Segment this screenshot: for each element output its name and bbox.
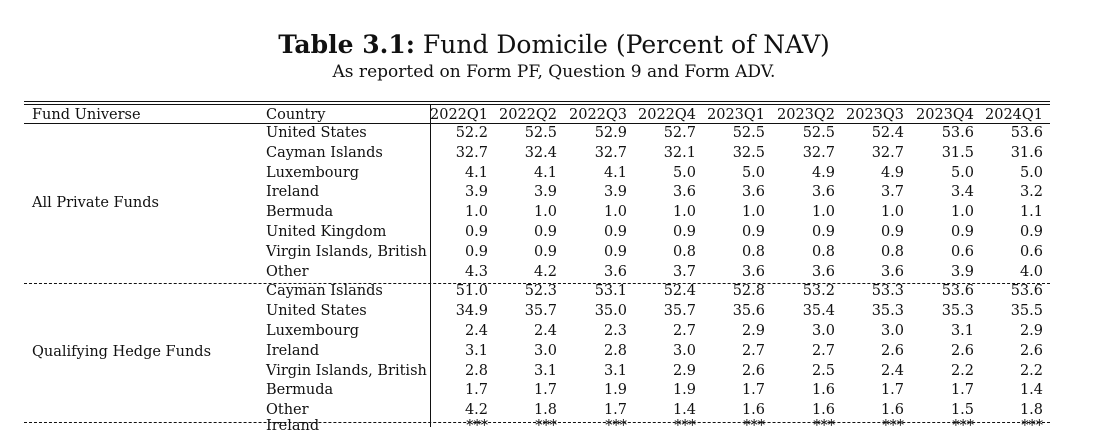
value-cell: 53.3 <box>871 283 904 300</box>
country-cell: Bermuda <box>266 382 334 399</box>
value-cell: *** <box>466 418 488 434</box>
value-cell: 4.1 <box>464 164 488 181</box>
value-cell: 3.0 <box>811 323 835 339</box>
value-cell: 1.7 <box>880 382 904 399</box>
value-cell: 2.2 <box>950 362 974 379</box>
value-cell: 3.6 <box>811 263 835 280</box>
value-cell: 1.7 <box>603 402 627 419</box>
value-cell: 0.9 <box>464 243 488 260</box>
value-cell: 3.9 <box>603 184 627 201</box>
value-cell: 1.8 <box>1019 402 1043 419</box>
value-cell: 0.9 <box>603 224 627 240</box>
value-cell: 1.8 <box>533 402 557 419</box>
value-cell: 4.0 <box>1019 263 1043 280</box>
country-cell: Ireland <box>266 418 320 434</box>
value-cell: 52.3 <box>524 283 557 300</box>
value-cell: 53.6 <box>941 283 974 300</box>
value-cell: 35.7 <box>663 303 696 320</box>
value-cell: 3.2 <box>1019 184 1043 201</box>
value-cell: 2.4 <box>533 323 557 339</box>
value-cell: 53.2 <box>802 283 835 300</box>
header-period: 2022Q2 <box>499 107 558 123</box>
country-cell: Luxembourg <box>266 164 360 181</box>
top-rule <box>24 101 1050 102</box>
value-cell: 2.9 <box>1019 323 1043 339</box>
value-cell: 1.0 <box>811 204 835 221</box>
value-cell: 1.0 <box>533 204 557 221</box>
value-cell: 1.0 <box>464 204 488 221</box>
value-cell: 4.3 <box>464 263 488 280</box>
value-cell: 32.7 <box>871 144 904 161</box>
value-cell: 2.4 <box>464 323 488 339</box>
header-period: 2023Q2 <box>777 107 836 123</box>
value-cell: 2.8 <box>603 342 627 359</box>
value-cell: 0.9 <box>1019 224 1043 240</box>
value-cell: 1.0 <box>880 204 904 221</box>
value-cell: 2.7 <box>811 342 835 359</box>
value-cell: 1.7 <box>741 382 765 399</box>
value-cell: *** <box>743 418 765 434</box>
value-cell: 2.2 <box>1019 362 1043 379</box>
value-cell: 34.9 <box>455 303 488 320</box>
column-divider <box>430 104 431 427</box>
value-cell: 51.0 <box>455 283 488 300</box>
value-cell: 1.0 <box>603 204 627 221</box>
value-cell: 1.0 <box>950 204 974 221</box>
header-fund-universe: Fund Universe <box>32 107 141 123</box>
value-cell: 32.4 <box>524 144 557 161</box>
value-cell: 4.2 <box>464 402 488 419</box>
value-cell: 3.0 <box>880 323 904 339</box>
value-cell: 1.4 <box>1019 382 1043 399</box>
value-cell: 32.5 <box>732 144 765 161</box>
value-cell: 52.9 <box>594 125 627 141</box>
value-cell: 3.6 <box>741 263 765 280</box>
value-cell: 3.6 <box>880 263 904 280</box>
value-cell: 53.6 <box>941 125 974 141</box>
value-cell: 1.7 <box>464 382 488 399</box>
value-cell: 1.6 <box>811 402 835 419</box>
header-country: Country <box>266 107 326 123</box>
country-cell: United States <box>266 303 367 320</box>
fund-universe-label: All Private Funds <box>32 195 159 212</box>
value-cell: 1.0 <box>672 204 696 221</box>
value-cell: 53.6 <box>1010 283 1043 300</box>
value-cell: 52.4 <box>663 283 696 300</box>
value-cell: 1.9 <box>603 382 627 399</box>
value-cell: 31.5 <box>941 144 974 161</box>
value-cell: 2.6 <box>950 342 974 359</box>
value-cell: 0.8 <box>672 243 696 260</box>
value-cell: 0.9 <box>533 224 557 240</box>
value-cell: 2.9 <box>672 362 696 379</box>
country-cell: Other <box>266 263 309 280</box>
value-cell: 35.5 <box>1010 303 1043 320</box>
value-cell: 35.6 <box>732 303 765 320</box>
value-cell: *** <box>1021 418 1043 434</box>
country-cell: Other <box>266 402 309 419</box>
value-cell: 2.5 <box>811 362 835 379</box>
value-cell: 1.7 <box>533 382 557 399</box>
country-cell: United Kingdom <box>266 224 387 240</box>
fund-universe-label: Qualifying Hedge Funds <box>32 343 212 360</box>
value-cell: 32.7 <box>802 144 835 161</box>
value-cell: 1.5 <box>950 402 974 419</box>
country-cell: Luxembourg <box>266 323 360 339</box>
value-cell: 1.9 <box>672 382 696 399</box>
value-cell: *** <box>605 418 627 434</box>
value-cell: 3.4 <box>950 184 974 201</box>
value-cell: 3.0 <box>672 342 696 359</box>
value-cell: *** <box>674 418 696 434</box>
value-cell: 5.0 <box>1019 164 1043 181</box>
country-cell: Cayman Islands <box>266 144 383 161</box>
value-cell: 0.9 <box>533 243 557 260</box>
value-cell: 35.4 <box>802 303 835 320</box>
value-cell: 0.9 <box>603 243 627 260</box>
value-cell: 32.1 <box>663 144 696 161</box>
value-cell: 3.7 <box>672 263 696 280</box>
value-cell: 3.1 <box>950 323 974 339</box>
header-period: 2024Q1 <box>985 107 1044 123</box>
table-caption-label: Table 3.1: <box>278 30 415 59</box>
value-cell: 3.1 <box>533 362 557 379</box>
value-cell: 1.4 <box>672 402 696 419</box>
value-cell: 2.8 <box>464 362 488 379</box>
value-cell: 3.9 <box>533 184 557 201</box>
value-cell: 1.7 <box>950 382 974 399</box>
value-cell: 52.7 <box>663 125 696 141</box>
value-cell: 52.4 <box>871 125 904 141</box>
value-cell: 35.3 <box>871 303 904 320</box>
table-subtitle: As reported on Form PF, Question 9 and Form ADV. <box>332 62 776 82</box>
value-cell: 1.1 <box>1019 204 1043 221</box>
header-period: 2023Q4 <box>916 107 975 123</box>
value-cell: 35.7 <box>524 303 557 320</box>
value-cell: 1.6 <box>741 402 765 419</box>
value-cell: 32.7 <box>455 144 488 161</box>
value-cell: 4.2 <box>533 263 557 280</box>
value-cell: 3.9 <box>464 184 488 201</box>
value-cell: 4.9 <box>811 164 835 181</box>
value-cell: 3.6 <box>603 263 627 280</box>
value-cell: 0.9 <box>672 224 696 240</box>
value-cell: 4.1 <box>533 164 557 181</box>
value-cell: 3.6 <box>741 184 765 201</box>
value-cell: 0.8 <box>811 243 835 260</box>
value-cell: 2.4 <box>880 362 904 379</box>
value-cell: 1.6 <box>880 402 904 419</box>
country-cell: United States <box>266 125 367 141</box>
value-cell: 0.9 <box>880 224 904 240</box>
header-period: 2022Q4 <box>638 107 697 123</box>
value-cell: 0.6 <box>1019 243 1043 260</box>
table-caption-title: Fund Domicile (Percent of NAV) <box>422 30 830 59</box>
cut-off-row <box>0 418 1108 434</box>
value-cell: 5.0 <box>741 164 765 181</box>
value-cell: 3.0 <box>533 342 557 359</box>
country-cell: Virgin Islands, British <box>266 362 427 379</box>
country-cell: Ireland <box>266 342 320 359</box>
header-period: 2022Q3 <box>569 107 628 123</box>
value-cell: 2.3 <box>603 323 627 339</box>
country-cell: Bermuda <box>266 204 334 221</box>
value-cell: 0.8 <box>741 243 765 260</box>
value-cell: 52.5 <box>524 125 557 141</box>
value-cell: 52.8 <box>732 283 765 300</box>
value-cell: 1.0 <box>741 204 765 221</box>
value-cell: 3.9 <box>950 263 974 280</box>
value-cell: 0.9 <box>811 224 835 240</box>
value-cell: 3.6 <box>811 184 835 201</box>
value-cell: 2.6 <box>880 342 904 359</box>
value-cell: *** <box>952 418 974 434</box>
value-cell: 32.7 <box>594 144 627 161</box>
value-cell: 0.8 <box>880 243 904 260</box>
value-cell: *** <box>882 418 904 434</box>
value-cell: 2.6 <box>741 362 765 379</box>
value-cell: 31.6 <box>1010 144 1043 161</box>
value-cell: 3.7 <box>880 184 904 201</box>
value-cell: 0.9 <box>464 224 488 240</box>
header-period: 2023Q3 <box>846 107 905 123</box>
value-cell: 0.9 <box>741 224 765 240</box>
value-cell: 53.6 <box>1010 125 1043 141</box>
table-caption <box>0 30 1108 60</box>
value-cell: 1.6 <box>811 382 835 399</box>
value-cell: 53.1 <box>594 283 627 300</box>
value-cell: 0.9 <box>950 224 974 240</box>
value-cell: 4.9 <box>880 164 904 181</box>
value-cell: 52.5 <box>732 125 765 141</box>
value-cell: 5.0 <box>672 164 696 181</box>
value-cell: 3.1 <box>464 342 488 359</box>
value-cell: 35.0 <box>594 303 627 320</box>
country-cell: Ireland <box>266 184 320 201</box>
value-cell: 52.2 <box>455 125 488 141</box>
country-cell: Cayman Islands <box>266 283 383 300</box>
value-cell: 2.7 <box>741 342 765 359</box>
value-cell: *** <box>535 418 557 434</box>
value-cell: 35.3 <box>941 303 974 320</box>
value-cell: 2.7 <box>672 323 696 339</box>
value-cell: 0.6 <box>950 243 974 260</box>
header-period: 2023Q1 <box>707 107 766 123</box>
header-period: 2022Q1 <box>430 107 489 123</box>
value-cell: 52.5 <box>802 125 835 141</box>
value-cell: *** <box>813 418 835 434</box>
country-cell: Virgin Islands, British <box>266 243 427 260</box>
value-cell: 5.0 <box>950 164 974 181</box>
value-cell: 4.1 <box>603 164 627 181</box>
value-cell: 3.1 <box>603 362 627 379</box>
value-cell: 2.9 <box>741 323 765 339</box>
value-cell: 3.6 <box>672 184 696 201</box>
value-cell: 2.6 <box>1019 342 1043 359</box>
